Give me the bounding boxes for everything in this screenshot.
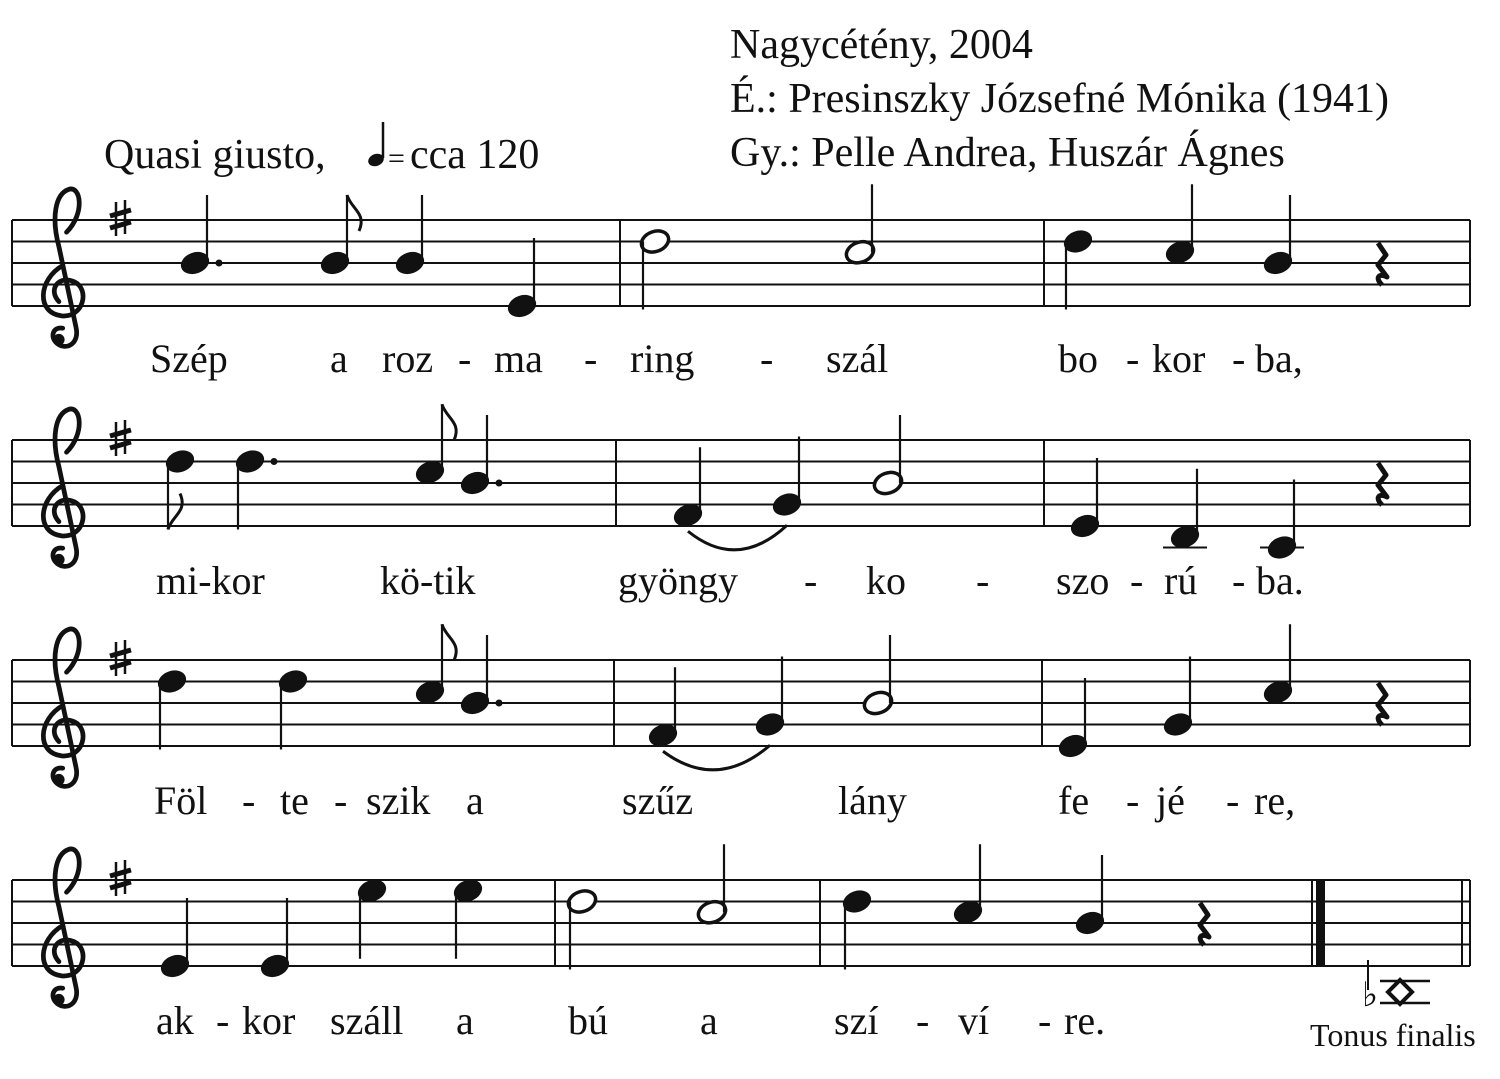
lyric: -: [242, 778, 256, 823]
dot: [496, 700, 503, 707]
lyric: lány: [838, 778, 907, 823]
lyric: -: [216, 998, 230, 1043]
lyric: -: [760, 336, 774, 381]
lyric: kö-tik: [380, 558, 476, 603]
lyric: kor: [242, 998, 296, 1043]
lyric: -: [458, 336, 472, 381]
lyric: mi-kor: [156, 558, 265, 603]
lyric: a: [330, 336, 348, 381]
lyric: szál: [826, 336, 889, 381]
note-flag: [442, 404, 456, 440]
lyric: bo: [1058, 336, 1098, 381]
metronome-note-icon: [366, 122, 385, 168]
final-barline: [1316, 880, 1325, 966]
tonus-finalis-label: Tonus finalis: [1310, 1017, 1476, 1053]
flat-icon: ♭: [1362, 977, 1379, 1014]
treble-clef-icon: [43, 849, 83, 1006]
lyric: bú: [568, 998, 608, 1043]
lyric: ak: [156, 998, 194, 1043]
lyric: -: [804, 558, 818, 603]
lyric: Föl: [154, 778, 208, 823]
lyric: gyöngy: [618, 558, 738, 603]
staff-4: [12, 844, 1470, 1006]
lyric: -: [1126, 336, 1140, 381]
lyric: -: [1130, 558, 1144, 603]
lyric: re,: [1254, 778, 1296, 823]
lyric: száll: [330, 998, 404, 1043]
sharp-icon: [110, 420, 131, 456]
treble-clef-icon: [43, 189, 83, 346]
header-collectors: Gy.: Pelle Andrea, Huszár Ágnes: [730, 130, 1285, 176]
slur: [663, 745, 770, 770]
lyric: Szép: [150, 336, 228, 381]
lyric: szí: [834, 998, 879, 1043]
lyrics-line-4: [156, 998, 1105, 1043]
lyrics-line-2: [156, 558, 1304, 603]
dot: [496, 480, 503, 487]
lyric: roz: [382, 336, 434, 381]
note-flag: [442, 624, 456, 660]
treble-clef-icon: [43, 629, 83, 786]
lyric: ba,: [1255, 336, 1303, 381]
lyric: rú: [1164, 558, 1198, 603]
lyrics-line-3: [154, 778, 1295, 823]
tempo-marking: Quasi giusto,: [104, 132, 326, 178]
metronome-equals: =: [388, 142, 405, 175]
lyrics-line-1: [150, 336, 1303, 381]
lyric: -: [1126, 778, 1140, 823]
lyric: te: [280, 778, 309, 823]
lyric: ví: [958, 998, 990, 1043]
staff-1: [12, 184, 1470, 346]
lyric: -: [976, 558, 990, 603]
metronome-value: cca 120: [410, 132, 540, 178]
lyric: szik: [366, 778, 431, 823]
lyric: -: [1232, 558, 1246, 603]
slur: [688, 525, 787, 550]
lyric: -: [1226, 778, 1240, 823]
tonus-finalis: [1310, 960, 1476, 1053]
lyric: szűz: [622, 778, 694, 823]
lyric: a: [456, 998, 474, 1043]
lyric: -: [334, 778, 348, 823]
lyric: re.: [1064, 998, 1106, 1043]
lyric: kor: [1152, 336, 1206, 381]
header-performer: É.: Presinszky Józsefné Mónika (1941): [730, 76, 1390, 122]
lyric: jé: [1156, 778, 1185, 823]
lyric: ring: [630, 336, 695, 381]
staff-3: [12, 624, 1470, 786]
lyric: ma: [494, 336, 543, 381]
sharp-icon: [110, 200, 131, 236]
lyric: szo: [1056, 558, 1110, 603]
note-flag: [347, 195, 361, 231]
dot: [216, 260, 223, 267]
lyric: a: [466, 778, 484, 823]
dot: [271, 458, 278, 465]
lyric: fe: [1058, 778, 1090, 823]
lyric: a: [700, 998, 718, 1043]
breve-note-icon: [1388, 980, 1412, 1004]
lyric: -: [1232, 336, 1246, 381]
lyric: -: [1038, 998, 1052, 1043]
lyric: ko: [866, 558, 906, 603]
sharp-icon: [110, 640, 131, 676]
lyric: -: [584, 336, 598, 381]
staff-2: [12, 404, 1470, 566]
note-flag: [168, 494, 182, 530]
lyric: ba.: [1256, 558, 1304, 603]
lyric: -: [916, 998, 930, 1043]
sharp-icon: [110, 860, 131, 896]
treble-clef-icon: [43, 409, 83, 566]
header-place-date: Nagycétény, 2004: [730, 22, 1033, 68]
